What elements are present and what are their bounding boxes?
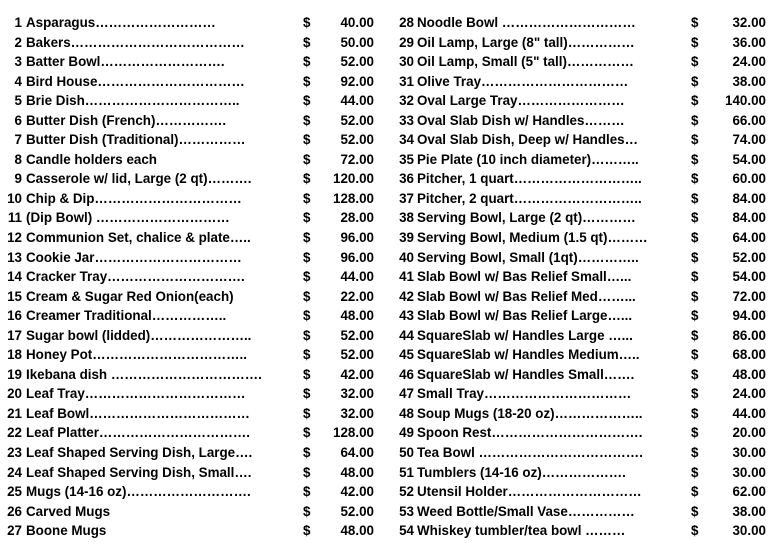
item-number: 29 <box>399 34 414 50</box>
item-name: Cream & Sugar Red Onion(each) <box>26 288 234 304</box>
item-number: 19 <box>7 366 22 382</box>
item-number: 50 <box>399 445 414 461</box>
item-price: 128.00 <box>333 190 374 206</box>
item-name: Bakers………………………………… <box>26 34 245 50</box>
item-name: Leaf Platter……………………………. <box>26 425 250 441</box>
item-number: 17 <box>7 327 22 343</box>
currency-symbol: $ <box>691 54 699 70</box>
item-name: Leaf Tray……………………………… <box>26 386 246 402</box>
item-number: 8 <box>14 151 22 167</box>
currency-symbol: $ <box>691 425 699 441</box>
item-number: 16 <box>7 308 22 324</box>
item-number: 41 <box>399 269 414 285</box>
item-number: 25 <box>7 484 22 500</box>
item-price: 64.00 <box>340 445 374 461</box>
item-name: Pitcher, 1 quart……………………….. <box>417 171 642 187</box>
item-price: 140.00 <box>725 93 766 109</box>
item-price: 74.00 <box>732 132 766 148</box>
item-name: Oval Slab Dish, Deep w/ Handles… <box>417 132 639 148</box>
price-list-row <box>0 150 384 170</box>
currency-symbol: $ <box>691 288 699 304</box>
currency-symbol: $ <box>691 445 699 461</box>
item-name: Pie Plate (10 inch diameter)……….. <box>417 151 639 167</box>
currency-symbol: $ <box>691 366 699 382</box>
item-number: 39 <box>399 230 414 246</box>
item-number: 54 <box>399 523 414 539</box>
item-price: 48.00 <box>732 366 766 382</box>
item-name: Carved Mugs <box>26 503 111 519</box>
item-number: 1 <box>14 15 22 30</box>
item-name: Serving Bowl, Large (2 qt)………… <box>417 210 636 226</box>
item-price: 72.00 <box>340 151 374 167</box>
price-list-row <box>392 169 768 189</box>
currency-symbol: $ <box>303 151 311 167</box>
item-price: 48.00 <box>340 523 374 539</box>
currency-symbol: $ <box>303 503 311 519</box>
currency-symbol: $ <box>691 190 699 206</box>
item-number: 12 <box>7 230 22 246</box>
item-name: Butter Dish (Traditional)…………… <box>26 132 246 148</box>
price-list-row <box>0 482 384 502</box>
item-price: 44.00 <box>340 269 374 285</box>
item-price: 40.00 <box>340 15 374 30</box>
item-price: 44.00 <box>732 405 766 421</box>
item-price: 52.00 <box>340 503 374 519</box>
price-list-row <box>0 521 384 541</box>
item-number: 40 <box>399 249 414 265</box>
item-price: 84.00 <box>732 190 766 206</box>
price-list-row <box>392 365 768 385</box>
currency-symbol: $ <box>691 523 699 539</box>
item-price: 42.00 <box>340 366 374 382</box>
item-name: Utensil Holder………………………… <box>417 484 642 500</box>
price-list-row <box>0 91 384 111</box>
item-number: 31 <box>399 73 414 89</box>
item-number: 27 <box>7 523 22 539</box>
item-number: 21 <box>7 405 22 421</box>
price-list-row <box>392 287 768 307</box>
currency-symbol: $ <box>691 112 699 128</box>
item-name: Pitcher, 2 quart……………………….. <box>417 190 642 206</box>
price-list-row <box>392 111 768 131</box>
price-list-row <box>0 189 384 209</box>
item-price: 32.00 <box>732 15 766 30</box>
item-number: 34 <box>399 132 414 148</box>
price-list-row <box>0 326 384 346</box>
item-price: 96.00 <box>340 230 374 246</box>
item-name: Slab Bowl w/ Bas Relief Med……... <box>417 288 636 304</box>
item-price: 32.00 <box>340 405 374 421</box>
item-name: Serving Bowl, Medium (1.5 qt)……… <box>417 230 648 246</box>
item-number: 44 <box>399 327 414 343</box>
item-number: 32 <box>399 93 414 109</box>
item-number: 14 <box>7 269 22 285</box>
price-list-row <box>0 287 384 307</box>
item-name: Cookie Jar…………………………… <box>26 249 242 265</box>
item-number: 53 <box>399 503 414 519</box>
currency-symbol: $ <box>303 405 311 421</box>
price-list-row <box>392 52 768 72</box>
currency-symbol: $ <box>691 503 699 519</box>
item-price: 62.00 <box>732 484 766 500</box>
currency-symbol: $ <box>691 249 699 265</box>
item-name: Oil Lamp, Large (8" tall)…………… <box>417 34 635 50</box>
currency-symbol: $ <box>691 308 699 324</box>
item-number: 5 <box>14 93 22 109</box>
currency-symbol: $ <box>303 249 311 265</box>
item-name: Slab Bowl w/ Bas Relief Small…... <box>417 269 632 285</box>
item-name: Oil Lamp, Small (5" tall)…………… <box>417 54 634 70</box>
currency-symbol: $ <box>303 445 311 461</box>
price-list-row <box>392 463 768 483</box>
item-name: Small Tray…………………………… <box>417 386 632 402</box>
currency-symbol: $ <box>691 347 699 363</box>
item-number: 46 <box>399 366 414 382</box>
currency-symbol: $ <box>691 464 699 480</box>
price-list-left-column <box>0 13 384 541</box>
item-price: 52.00 <box>340 347 374 363</box>
price-list-row <box>392 443 768 463</box>
currency-symbol: $ <box>691 93 699 109</box>
item-name: Candle holders each <box>26 151 157 167</box>
item-name: Tea Bowl ………………………………. <box>417 445 643 461</box>
item-name: Leaf Bowl……………………………… <box>26 405 250 421</box>
price-list-row <box>0 248 384 268</box>
item-price: 84.00 <box>732 210 766 226</box>
price-list-row <box>0 130 384 150</box>
currency-symbol: $ <box>691 34 699 50</box>
currency-symbol: $ <box>691 327 699 343</box>
item-name: Casserole w/ lid, Large (2 qt)………. <box>26 171 252 187</box>
item-number: 11 <box>7 210 22 226</box>
item-price: 52.00 <box>340 54 374 70</box>
item-price: 66.00 <box>732 112 766 128</box>
item-price: 28.00 <box>340 210 374 226</box>
currency-symbol: $ <box>303 386 311 402</box>
item-name: SquareSlab w/ Handles Large …... <box>417 327 633 343</box>
price-list-row <box>392 345 768 365</box>
item-number: 51 <box>399 464 414 480</box>
item-name: Sugar bowl (lidded)………………….. <box>26 327 252 343</box>
item-name: Chip & Dip…………………………… <box>26 190 242 206</box>
item-price: 30.00 <box>732 445 766 461</box>
price-list-row <box>0 502 384 522</box>
currency-symbol: $ <box>691 405 699 421</box>
item-number: 43 <box>399 308 414 324</box>
item-name: Communion Set, chalice & plate….. <box>26 230 251 246</box>
item-number: 13 <box>7 249 22 265</box>
price-list-row <box>392 384 768 404</box>
currency-symbol: $ <box>691 210 699 226</box>
currency-symbol: $ <box>303 112 311 128</box>
item-number: 20 <box>7 386 22 402</box>
item-price: 20.00 <box>732 425 766 441</box>
item-name: Brie Dish…………………………….. <box>26 93 240 109</box>
item-name: Batter Bowl………………………. <box>26 54 225 70</box>
currency-symbol: $ <box>691 386 699 402</box>
item-number: 9 <box>14 171 22 187</box>
item-price: 52.00 <box>340 112 374 128</box>
item-price: 92.00 <box>340 73 374 89</box>
currency-symbol: $ <box>303 425 311 441</box>
item-number: 6 <box>14 112 22 128</box>
item-name: Honey Pot…………………………….. <box>26 347 247 363</box>
price-list-row <box>392 306 768 326</box>
currency-symbol: $ <box>303 210 311 226</box>
item-number: 18 <box>7 347 22 363</box>
price-list-row <box>0 111 384 131</box>
price-list-row <box>0 52 384 72</box>
item-name: SquareSlab w/ Handles Medium….. <box>417 347 640 363</box>
price-list-right-column <box>392 13 768 541</box>
price-list-row <box>392 228 768 248</box>
price-list-row <box>392 326 768 346</box>
currency-symbol: $ <box>691 132 699 148</box>
currency-symbol: $ <box>691 73 699 89</box>
item-number: 2 <box>14 34 22 50</box>
price-list-row <box>392 33 768 53</box>
item-number: 28 <box>399 15 414 30</box>
currency-symbol: $ <box>303 230 311 246</box>
item-price: 48.00 <box>340 464 374 480</box>
currency-symbol: $ <box>303 366 311 382</box>
item-price: 38.00 <box>732 73 766 89</box>
price-list-row <box>0 443 384 463</box>
item-name: Noodle Bowl ………………………… <box>417 15 636 30</box>
price-list-row <box>392 482 768 502</box>
item-name: Soup Mugs (18-20 oz)……………….. <box>417 405 643 421</box>
currency-symbol: $ <box>303 288 311 304</box>
currency-symbol: $ <box>303 54 311 70</box>
item-price: 44.00 <box>340 93 374 109</box>
price-list-row <box>392 91 768 111</box>
price-list-row <box>0 13 384 33</box>
price-list-row <box>392 150 768 170</box>
item-price: 22.00 <box>340 288 374 304</box>
price-list-row <box>0 208 384 228</box>
currency-symbol: $ <box>691 171 699 187</box>
item-name: Spoon Rest……………………………. <box>417 425 643 441</box>
price-list-row <box>392 248 768 268</box>
item-price: 120.00 <box>333 171 374 187</box>
currency-symbol: $ <box>303 269 311 285</box>
item-name: Oval Slab Dish w/ Handles……… <box>417 112 625 128</box>
item-number: 42 <box>399 288 414 304</box>
item-number: 15 <box>7 288 22 304</box>
item-price: 24.00 <box>732 54 766 70</box>
item-price: 54.00 <box>732 269 766 285</box>
price-list-row <box>392 189 768 209</box>
item-name: Leaf Shaped Serving Dish, Small…. <box>26 464 252 480</box>
currency-symbol: $ <box>303 34 311 50</box>
item-number: 45 <box>399 347 414 363</box>
price-list-row <box>0 384 384 404</box>
price-list-row <box>0 463 384 483</box>
item-number: 52 <box>399 484 414 500</box>
item-price: 60.00 <box>732 171 766 187</box>
price-list-row <box>392 72 768 92</box>
item-name: Whiskey tumbler/tea bowl ……… <box>417 523 626 539</box>
price-list-row <box>392 502 768 522</box>
item-number: 48 <box>399 405 414 421</box>
item-name: (Dip Bowl) ………………………… <box>26 210 230 226</box>
item-number: 33 <box>399 112 414 128</box>
currency-symbol: $ <box>303 347 311 363</box>
item-name: Olive Tray…………………………… <box>417 73 629 89</box>
item-name: Bird House…………………………… <box>26 73 245 89</box>
price-list-row <box>392 130 768 150</box>
currency-symbol: $ <box>303 132 311 148</box>
item-price: 50.00 <box>340 34 374 50</box>
item-name: Creamer Traditional…………….. <box>26 308 227 324</box>
price-list-row <box>0 267 384 287</box>
item-price: 96.00 <box>340 249 374 265</box>
price-list-row <box>0 228 384 248</box>
item-number: 37 <box>399 190 414 206</box>
item-number: 38 <box>399 210 414 226</box>
item-name: Leaf Shaped Serving Dish, Large…. <box>26 445 253 461</box>
price-list-row <box>392 267 768 287</box>
price-list-row <box>0 33 384 53</box>
item-price: 30.00 <box>732 523 766 539</box>
item-name: Mugs (14-16 oz)………………………. <box>26 484 251 500</box>
currency-symbol: $ <box>691 15 699 30</box>
item-name: Oval Large Tray…………………… <box>417 93 625 109</box>
item-price: 94.00 <box>732 308 766 324</box>
item-price: 42.00 <box>340 484 374 500</box>
currency-symbol: $ <box>303 15 311 30</box>
item-name: Slab Bowl w/ Bas Relief Large…... <box>417 308 633 324</box>
price-list-row <box>0 345 384 365</box>
price-list-row <box>0 423 384 443</box>
item-number: 7 <box>14 132 22 148</box>
item-price: 30.00 <box>732 464 766 480</box>
currency-symbol: $ <box>303 73 311 89</box>
price-list-row <box>392 521 768 541</box>
currency-symbol: $ <box>303 308 311 324</box>
item-price: 32.00 <box>340 386 374 402</box>
item-price: 36.00 <box>732 34 766 50</box>
item-price: 86.00 <box>732 327 766 343</box>
item-name: Cracker Tray…………………………. <box>26 269 245 285</box>
item-number: 35 <box>399 151 414 167</box>
currency-symbol: $ <box>303 190 311 206</box>
item-number: 23 <box>7 445 22 461</box>
price-list-row <box>0 306 384 326</box>
item-price: 68.00 <box>732 347 766 363</box>
item-price: 128.00 <box>333 425 374 441</box>
currency-symbol: $ <box>691 230 699 246</box>
price-list-row <box>392 404 768 424</box>
price-list-row <box>0 169 384 189</box>
item-price: 48.00 <box>340 308 374 324</box>
item-price: 72.00 <box>732 288 766 304</box>
item-number: 10 <box>7 190 22 206</box>
item-price: 64.00 <box>732 230 766 246</box>
item-number: 47 <box>399 386 414 402</box>
price-list-row <box>392 423 768 443</box>
currency-symbol: $ <box>691 269 699 285</box>
item-number: 30 <box>399 54 414 70</box>
price-list-row <box>0 365 384 385</box>
item-name: Ikebana dish ……………………………. <box>26 366 262 382</box>
price-list-row <box>0 404 384 424</box>
item-name: Butter Dish (French)……………. <box>26 112 227 128</box>
currency-symbol: $ <box>303 484 311 500</box>
item-price: 52.00 <box>732 249 766 265</box>
item-name: Serving Bowl, Small (1qt)………….. <box>417 249 639 265</box>
currency-symbol: $ <box>303 171 311 187</box>
item-price: 52.00 <box>340 132 374 148</box>
currency-symbol: $ <box>303 93 311 109</box>
item-number: 22 <box>7 425 22 441</box>
item-number: 49 <box>399 425 414 441</box>
item-number: 24 <box>7 464 22 480</box>
item-number: 26 <box>7 503 22 519</box>
currency-symbol: $ <box>691 151 699 167</box>
item-name: Weed Bottle/Small Vase…………… <box>417 503 635 519</box>
price-list-row <box>392 208 768 228</box>
item-price: 24.00 <box>732 386 766 402</box>
item-name: SquareSlab w/ Handles Small……. <box>417 366 635 382</box>
item-number: 36 <box>399 171 414 187</box>
item-number: 4 <box>14 73 22 89</box>
item-number: 3 <box>14 54 22 70</box>
item-name: Tumblers (14-16 oz)………………. <box>417 464 626 480</box>
currency-symbol: $ <box>303 523 311 539</box>
item-name: Boone Mugs <box>26 523 107 539</box>
currency-symbol: $ <box>303 327 311 343</box>
currency-symbol: $ <box>303 464 311 480</box>
item-price: 38.00 <box>732 503 766 519</box>
item-name: Asparagus……………………… <box>26 15 216 30</box>
item-price: 54.00 <box>732 151 766 167</box>
item-price: 52.00 <box>340 327 374 343</box>
currency-symbol: $ <box>691 484 699 500</box>
price-list-row <box>392 13 768 33</box>
price-list-row <box>0 72 384 92</box>
